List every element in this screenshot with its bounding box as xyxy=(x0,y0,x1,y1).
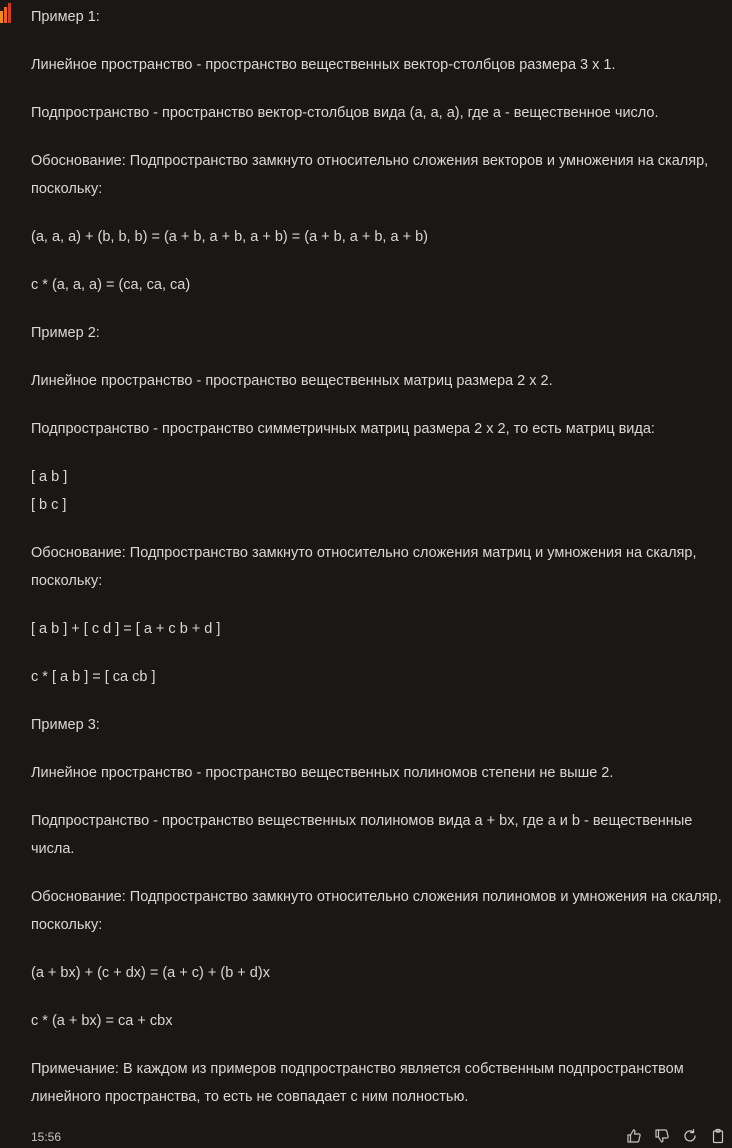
example-3-scalar: c * (a + bx) = ca + cbx xyxy=(31,1013,173,1029)
example-2-justification: Обоснование: Подпространство замкнуто относительно сложения матриц и умножения на скаляр, поскольку: xyxy=(31,545,701,589)
example-1-addition: (a, a, a) + (b, b, b) = (a + b, a + b, a + b) = (a + b, a + b, a + b) xyxy=(31,229,428,245)
message-footer xyxy=(0,1124,732,1148)
copy-button[interactable] xyxy=(708,1127,728,1145)
example-2-subspace: Подпространство - пространство симметричных матриц размера 2 x 2, то есть матриц вида: xyxy=(31,421,655,437)
example-3-justification: Обоснование: Подпространство замкнуто относительно сложения полиномов и умножения на скаляр, поскольку: xyxy=(31,889,726,933)
thumbs-up-button[interactable] xyxy=(624,1127,644,1145)
matrix-row-2: [ b c ] xyxy=(31,497,67,513)
bot-avatar-icon xyxy=(0,3,12,23)
thumbs-up-icon xyxy=(626,1128,642,1144)
example-1-justification: Обоснование: Подпространство замкнуто относительно сложения векторов и умножения на скаляр, поскольку: xyxy=(31,153,713,197)
example-3-space: Линейное пространство - пространство вещественных полиномов степени не выше 2. xyxy=(31,765,614,781)
example-1-space: Линейное пространство - пространство вещественных вектор-столбцов размера 3 x 1. xyxy=(31,57,616,73)
example-2-heading: Пример 2: xyxy=(31,325,100,341)
example-1-heading: Пример 1: xyxy=(31,9,100,25)
timestamp: 15:56 xyxy=(31,1130,62,1144)
example-2-addition: [ a b ] + [ c d ] = [ a + c b + d ] xyxy=(31,621,221,637)
regenerate-button[interactable] xyxy=(680,1127,700,1145)
example-3-subspace: Подпространство - пространство вещественных полиномов вида a + bx, где a и b - вещественные числа. xyxy=(31,813,697,857)
matrix-row-1: [ a b ] xyxy=(31,469,68,485)
message-actions xyxy=(624,1127,728,1145)
copy-icon xyxy=(710,1128,726,1144)
note: Примечание: В каждом из примеров подпространство является собственным подпространством линейного пространства, то есть не совпадает с ним полностью. xyxy=(31,1061,688,1105)
example-3-heading: Пример 3: xyxy=(31,717,100,733)
example-1-subspace: Подпространство - пространство вектор-столбцов вида (a, a, a), где a - вещественное число. xyxy=(31,105,659,121)
message-content xyxy=(31,3,727,1131)
example-3-addition: (a + bx) + (c + dx) = (a + c) + (b + d)x xyxy=(31,965,270,981)
example-1-scalar: c * (a, a, a) = (ca, ca, ca) xyxy=(31,277,191,293)
thumbs-down-icon xyxy=(654,1128,670,1144)
example-2-space: Линейное пространство - пространство вещественных матриц размера 2 x 2. xyxy=(31,373,553,389)
example-2-scalar: c * [ a b ] = [ ca cb ] xyxy=(31,669,156,685)
thumbs-down-button[interactable] xyxy=(652,1127,672,1145)
regenerate-icon xyxy=(682,1128,698,1144)
